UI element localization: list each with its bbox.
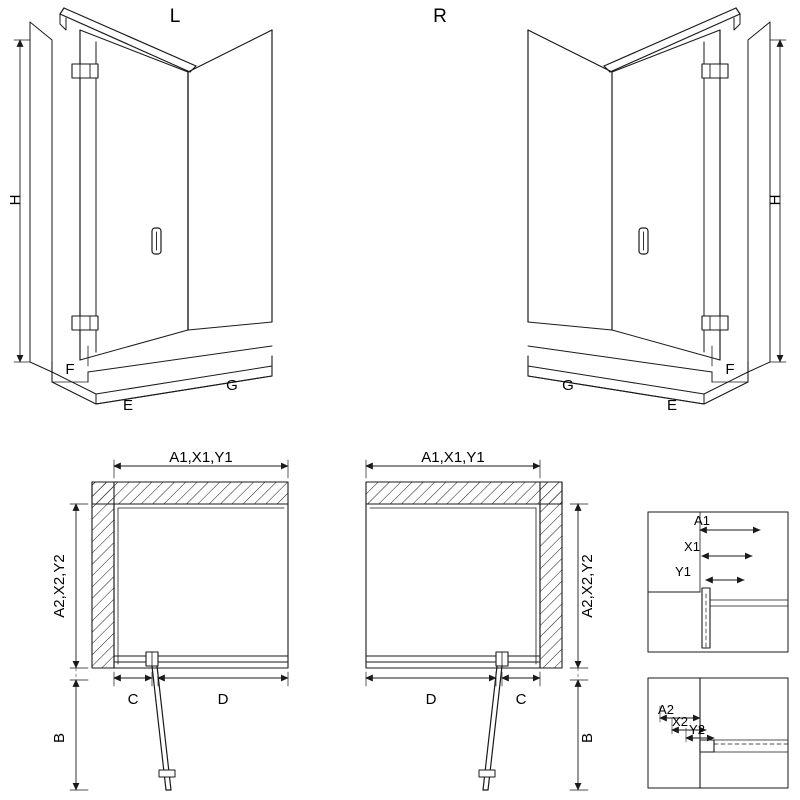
plan-view-right	[366, 460, 588, 790]
plan-right-d-label: D	[425, 691, 437, 708]
iso-left-height-label: H	[7, 194, 24, 206]
iso-right-e-label: E	[666, 397, 678, 414]
plan-left-side-dim-label: A2,X2,Y2	[51, 554, 68, 618]
plan-view-left	[70, 460, 288, 790]
detail-bottom	[648, 678, 788, 788]
detail-top-x1-label: X1	[684, 539, 700, 554]
plan-left-c-label: C	[127, 691, 139, 708]
detail-bottom-y2-label: Y2	[689, 722, 705, 737]
iso-right-height-label: H	[767, 194, 784, 206]
detail-top	[648, 512, 788, 652]
detail-bottom-a2-label: A2	[658, 702, 674, 717]
plan-left-top-dim-label: A1,X1,Y1	[169, 449, 233, 466]
plan-left-d-label: D	[217, 691, 229, 708]
iso-right-f-label: F	[725, 361, 735, 378]
variant-label-left: L	[169, 6, 181, 27]
variant-label-right: R	[433, 6, 447, 27]
detail-top-y1-label: Y1	[675, 564, 691, 579]
iso-view-right	[528, 8, 786, 404]
iso-left-g-label: G	[226, 377, 238, 394]
plan-left-b-label: B	[51, 732, 68, 744]
plan-right-c-label: C	[515, 691, 527, 708]
plan-right-top-dim-label: A1,X1,Y1	[421, 449, 485, 466]
iso-right-g-label: G	[562, 377, 574, 394]
iso-left-e-label: E	[122, 397, 134, 414]
detail-top-a1-label: A1	[694, 513, 710, 528]
iso-left-f-label: F	[65, 361, 75, 378]
iso-view-left	[14, 8, 272, 404]
detail-bottom-x2-label: X2	[672, 714, 688, 729]
plan-right-b-label: B	[579, 732, 596, 744]
plan-right-side-dim-label: A2,X2,Y2	[579, 554, 596, 618]
